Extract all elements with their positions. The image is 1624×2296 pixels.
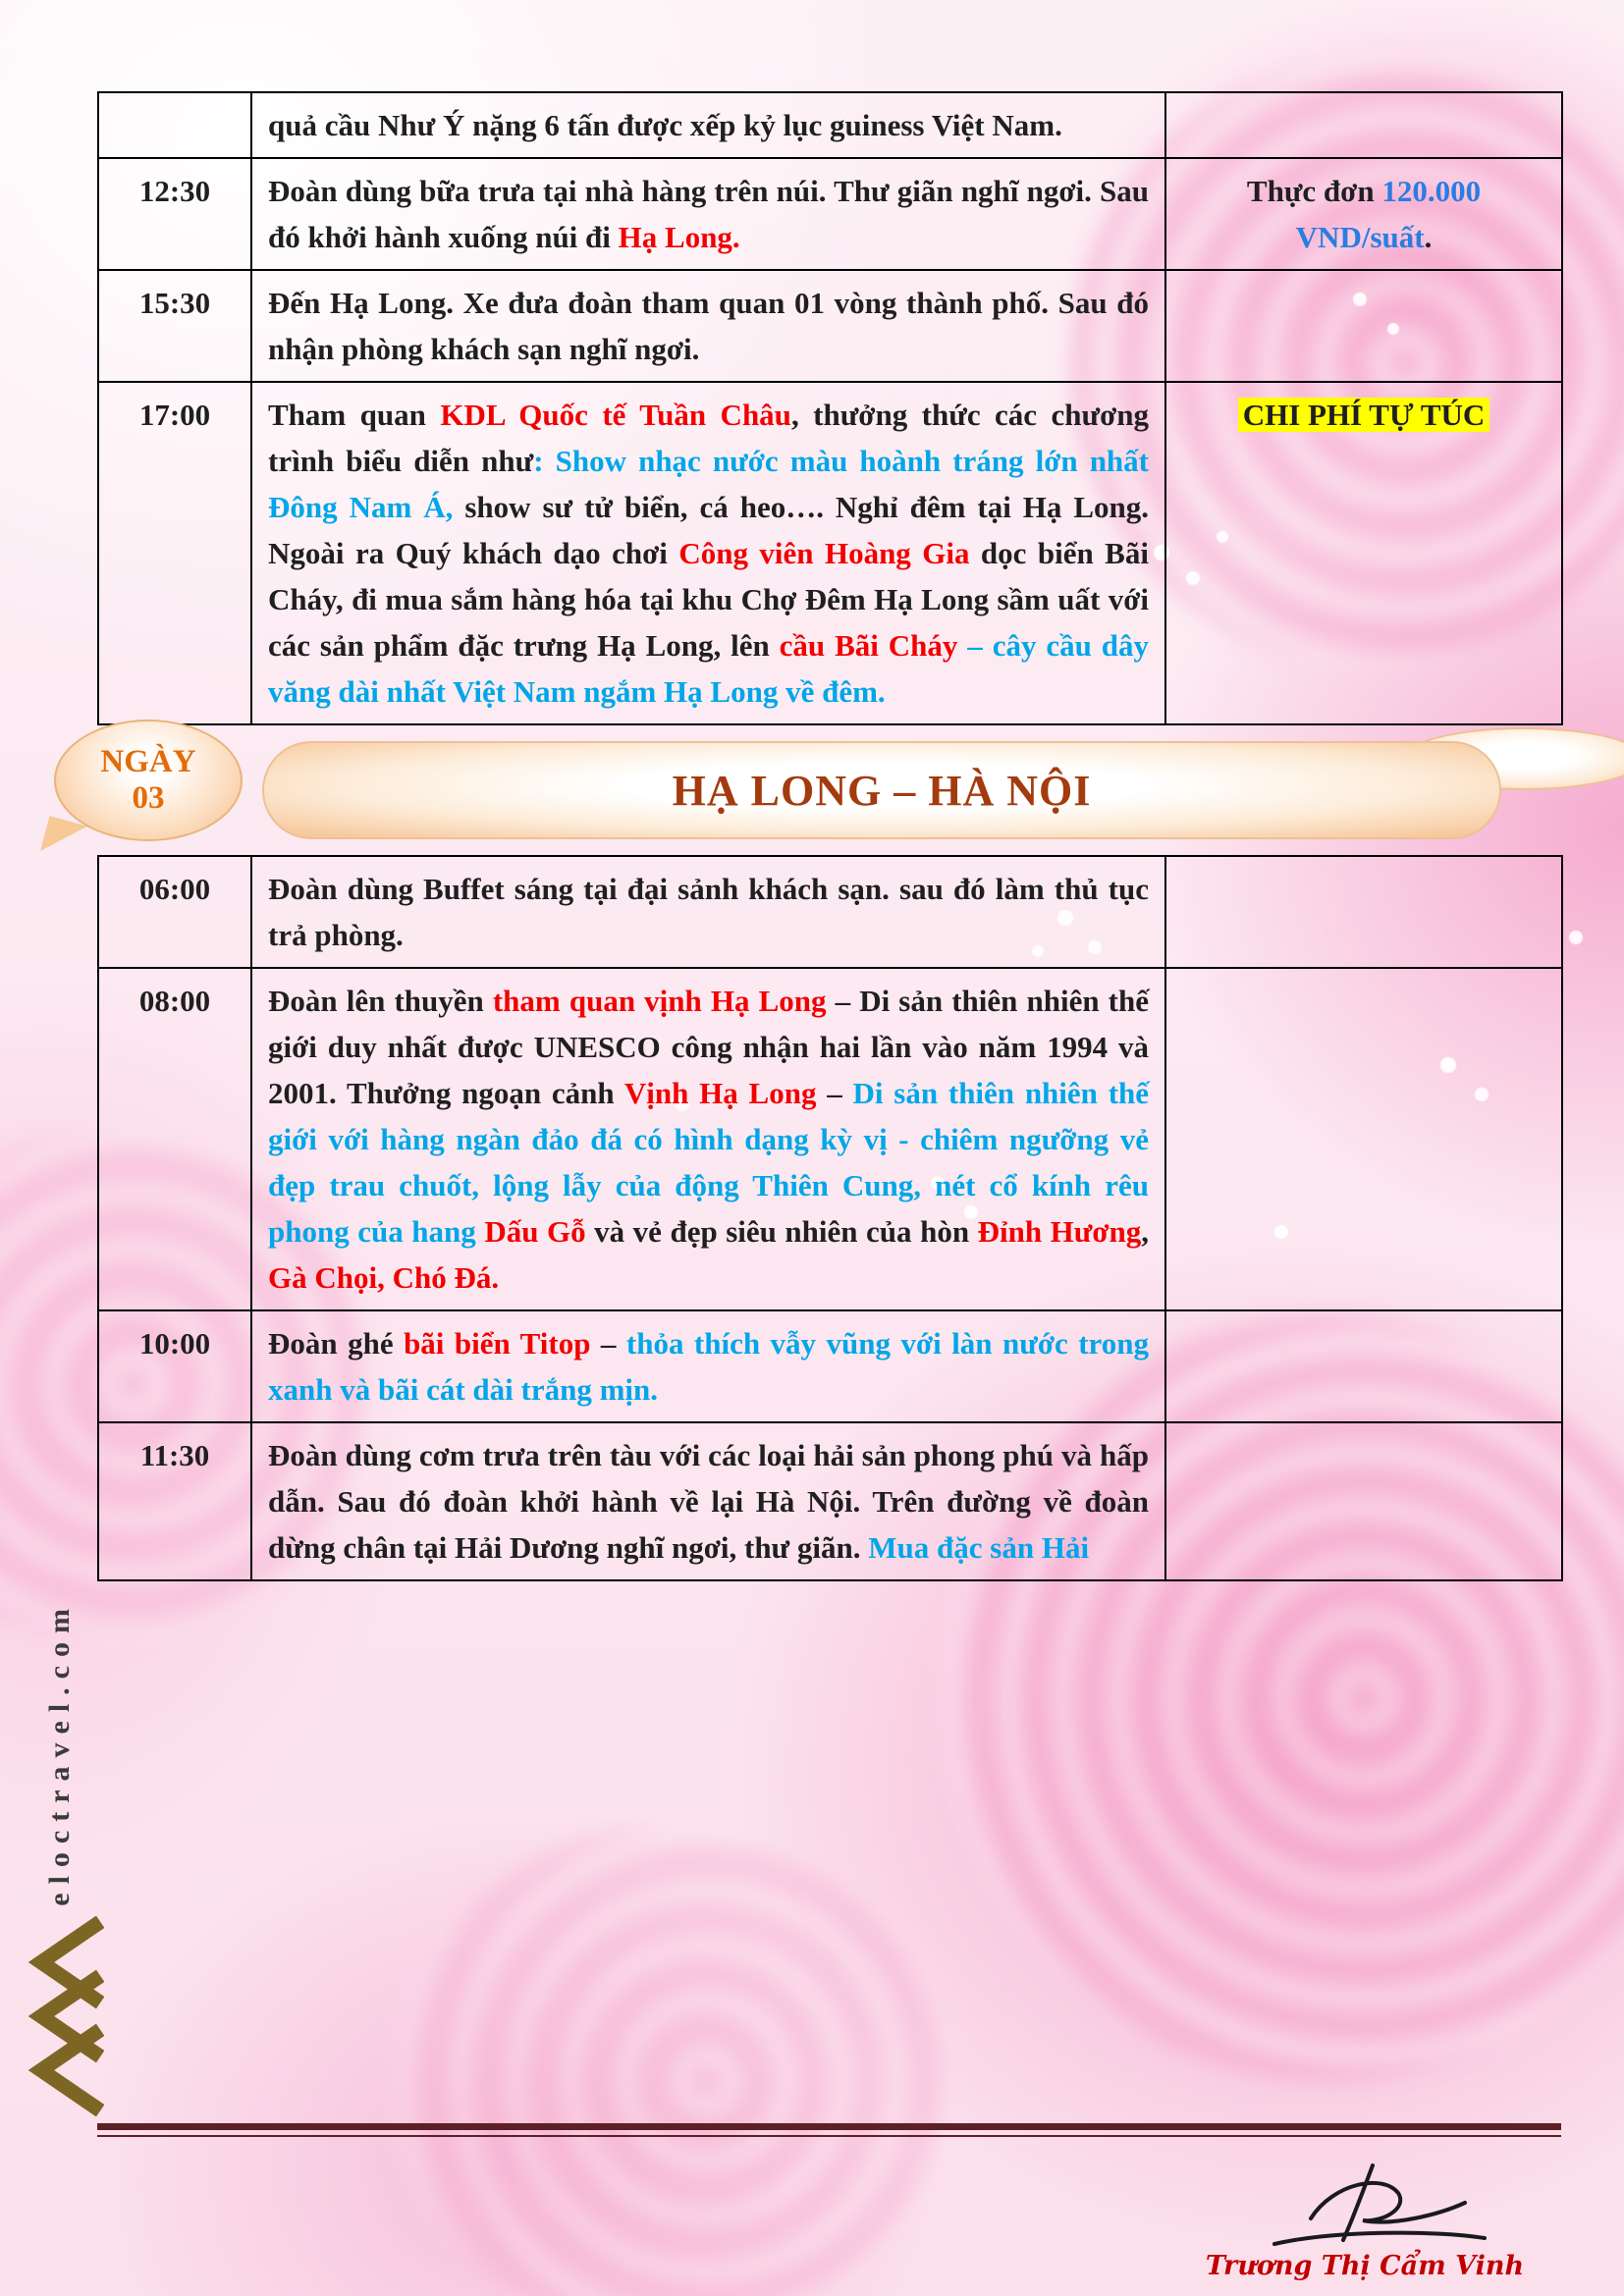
text-segment: Di sản thiên nhiên thế giới với hàng ngàn đảo đá có hình dạng kỳ vị - chiêm ngưỡng vẻ đẹp trau chuốt, lộng lẫy của động Thiên Cung, nét cổ kính rêu phong của hang bbox=[268, 1076, 1150, 1249]
text-segment: : Show nhạc nước màu hoành tráng lớn nhất Đông Nam Á, bbox=[268, 444, 1149, 524]
signature-scribble bbox=[1218, 2158, 1512, 2251]
text-segment: – bbox=[816, 1076, 853, 1110]
time-cell: 11:30 bbox=[98, 1422, 251, 1580]
itinerary-document bbox=[97, 91, 1561, 1581]
text-segment: , bbox=[1141, 1214, 1149, 1249]
text-segment: và vẻ đẹp siêu nhiên của hòn bbox=[585, 1214, 978, 1249]
day-label: NGÀY bbox=[100, 744, 196, 780]
description-cell bbox=[251, 92, 1165, 158]
text-segment: Đến Hạ Long. Xe đưa đoàn tham quan 01 vòng thành phố. Sau đó nhận phòng khách sạn nghĩ ngơi. bbox=[268, 286, 1149, 366]
text-segment: Hạ Long. bbox=[618, 220, 740, 254]
text-segment: – bbox=[590, 1326, 626, 1361]
itinerary-row bbox=[98, 856, 1562, 968]
note-cell bbox=[1165, 158, 1562, 270]
itinerary-row bbox=[98, 270, 1562, 382]
itinerary-table-bottom bbox=[97, 855, 1563, 1581]
text-segment: – Di sản thiên nhiên thế giới duy nhất được UNESCO công nhận hai lần vào năm 1994 và 2001. Thưởng ngoạn cảnh bbox=[268, 984, 1150, 1110]
description-cell bbox=[251, 382, 1165, 724]
banner-cloud bbox=[262, 741, 1501, 839]
signature-block bbox=[1168, 2158, 1561, 2281]
text-segment: Dấu Gỗ bbox=[484, 1214, 586, 1249]
text-segment: Vịnh Hạ Long bbox=[623, 1076, 817, 1110]
text-segment: tham quan vịnh Hạ Long bbox=[492, 984, 827, 1018]
itinerary-row bbox=[98, 1422, 1562, 1580]
text-segment: Gà Chọi, Chó Đá. bbox=[268, 1260, 500, 1295]
text-segment: KDL Quốc tế Tuần Châu bbox=[440, 398, 791, 432]
time-cell: 06:00 bbox=[98, 856, 251, 968]
text-segment: Đoàn lên thuyền bbox=[268, 984, 493, 1018]
description-cell bbox=[251, 270, 1165, 382]
note-cell bbox=[1165, 270, 1562, 382]
description-cell bbox=[251, 158, 1165, 270]
signatory-name: Trương Thị Cẩm Vinh bbox=[1205, 2251, 1525, 2281]
time-cell: 08:00 bbox=[98, 968, 251, 1310]
text-segment: – cây cầu dây văng dài nhất Việt Nam ngắm Hạ Long về đêm. bbox=[268, 628, 1150, 709]
text-segment: 120.000 VND/suất bbox=[1295, 174, 1482, 254]
itinerary-row bbox=[98, 968, 1562, 1310]
text-segment: thỏa thích vẫy vũng với làn nước trong xanh và bãi cát dài trắng mịn. bbox=[268, 1326, 1149, 1407]
description-cell bbox=[251, 968, 1165, 1310]
text-segment: dọc biển Bãi Cháy, đi mua sắm hàng hóa tại khu Chợ Đêm Hạ Long sầm uất với các sản phẩm đặc trưng Hạ Long, lên bbox=[268, 536, 1149, 663]
note-cell bbox=[1165, 968, 1562, 1310]
time-cell: 10:00 bbox=[98, 1310, 251, 1422]
note-cell bbox=[1165, 382, 1562, 724]
text-segment: Đoàn dùng bữa trưa tại nhà hàng trên núi. Thư giãn nghĩ ngơi. Sau đó khởi hành xuống núi đi bbox=[268, 174, 1149, 254]
text-segment: Đoàn dùng Buffet sáng tại đại sảnh khách sạn. sau đó làm thủ tục trả phòng. bbox=[268, 872, 1149, 952]
text-segment: CHI PHÍ TỰ TÚC bbox=[1238, 398, 1490, 432]
description-cell bbox=[251, 1422, 1165, 1580]
bottom-divider bbox=[97, 2123, 1561, 2137]
rose-image bbox=[393, 1826, 962, 2296]
text-segment: Đỉnh Hương bbox=[977, 1214, 1142, 1249]
time-cell: 17:00 bbox=[98, 382, 251, 724]
text-segment: bãi biển Titop bbox=[404, 1326, 591, 1361]
text-segment: show sư tử biển, cá heo…. Nghỉ đêm tại Hạ Long. Ngoài ra Quý khách dạo chơi bbox=[268, 490, 1149, 570]
text-segment: Tham quan bbox=[268, 398, 441, 432]
babys-breath-flowers bbox=[0, 0, 6, 6]
description-cell bbox=[251, 856, 1165, 968]
itinerary-row bbox=[98, 158, 1562, 270]
text-segment: quả cầu Như Ý nặng 6 tấn được xếp kỷ lục guiness Việt Nam. bbox=[268, 108, 1062, 142]
description-cell bbox=[251, 1310, 1165, 1422]
text-segment: Mua đặc sản Hải bbox=[868, 1530, 1090, 1565]
note-cell bbox=[1165, 1310, 1562, 1422]
day-number-bubble bbox=[54, 720, 243, 841]
day-number: 03 bbox=[132, 780, 165, 816]
itinerary-table-top bbox=[97, 91, 1563, 725]
text-segment: cầu Bãi Cháy bbox=[779, 628, 958, 663]
note-cell bbox=[1165, 1422, 1562, 1580]
time-cell bbox=[98, 92, 251, 158]
logo-chevrons bbox=[20, 1916, 104, 2122]
itinerary-row bbox=[98, 1310, 1562, 1422]
text-segment: Công viên Hoàng Gia bbox=[678, 536, 970, 570]
note-cell bbox=[1165, 92, 1562, 158]
text-segment: Đoàn ghé bbox=[268, 1326, 405, 1361]
text-segment: Thực đơn bbox=[1246, 174, 1382, 208]
banner-title: HẠ LONG – HÀ NỘI bbox=[672, 766, 1092, 815]
itinerary-row bbox=[98, 382, 1562, 724]
day-banner bbox=[97, 725, 1561, 855]
time-cell: 12:30 bbox=[98, 158, 251, 270]
text-segment: Đoàn dùng cơm trưa trên tàu với các loại hải sản phong phú và hấp dẫn. Sau đó đoàn khởi hành về lại Hà Nội. Trên đường về đoàn dừng chân tại Hải Dương nghĩ ngơi, thư giãn. bbox=[268, 1438, 1149, 1565]
text-segment: . bbox=[1424, 220, 1433, 254]
text-segment: , thưởng thức các chương trình biểu diễn như bbox=[268, 398, 1149, 478]
website-watermark: eloctravel.com bbox=[43, 1600, 76, 1906]
itinerary-row bbox=[98, 92, 1562, 158]
time-cell: 15:30 bbox=[98, 270, 251, 382]
note-cell bbox=[1165, 856, 1562, 968]
